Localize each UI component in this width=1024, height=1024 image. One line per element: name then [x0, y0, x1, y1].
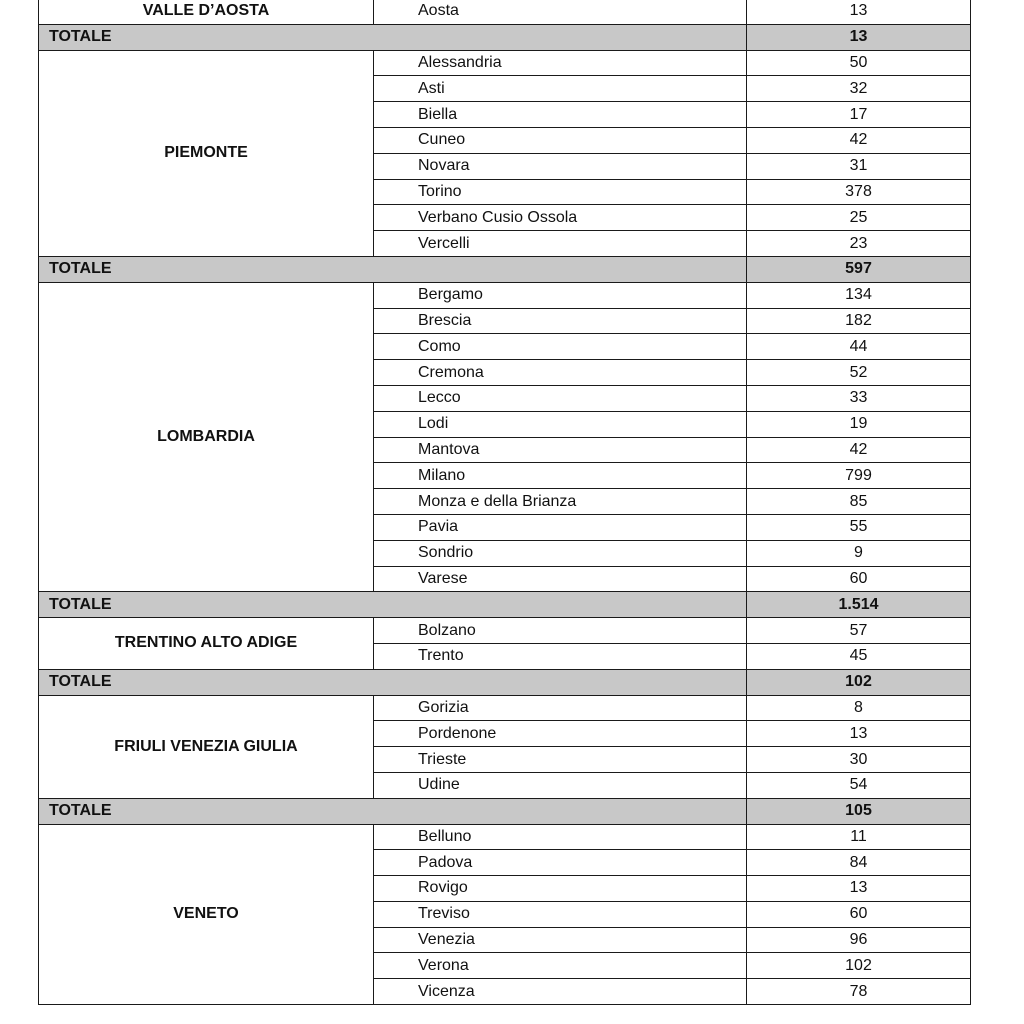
province-value: 25 [747, 205, 971, 231]
total-label: TOTALE [39, 798, 747, 824]
total-value: 102 [747, 669, 971, 695]
province-row [39, 824, 971, 850]
total-value: 13 [747, 24, 971, 50]
region-name: VENETO [39, 824, 374, 1005]
province-value: 55 [747, 514, 971, 540]
province-value: 52 [747, 360, 971, 386]
province-value: 33 [747, 385, 971, 411]
total-row [39, 798, 971, 824]
region-name: FRIULI VENEZIA GIULIA [39, 695, 374, 798]
province-name: Milano [374, 463, 747, 489]
province-name: Verona [374, 953, 747, 979]
total-row [39, 592, 971, 618]
region-name: TRENTINO ALTO ADIGE [39, 618, 374, 670]
province-value: 378 [747, 179, 971, 205]
province-value: 30 [747, 747, 971, 773]
province-name: Brescia [374, 308, 747, 334]
province-name: Cremona [374, 360, 747, 386]
total-label: TOTALE [39, 24, 747, 50]
province-value: 134 [747, 282, 971, 308]
province-value: 42 [747, 437, 971, 463]
province-name: Cuneo [374, 127, 747, 153]
province-value: 102 [747, 953, 971, 979]
province-name: Rovigo [374, 876, 747, 902]
province-name: Pavia [374, 514, 747, 540]
province-value: 57 [747, 618, 971, 644]
province-name: Sondrio [374, 540, 747, 566]
province-name: Vercelli [374, 231, 747, 257]
province-row [39, 618, 971, 644]
total-label: TOTALE [39, 592, 747, 618]
province-value: 31 [747, 153, 971, 179]
total-value: 597 [747, 256, 971, 282]
province-name: Treviso [374, 901, 747, 927]
total-row [39, 669, 971, 695]
province-name: Monza e della Brianza [374, 489, 747, 515]
province-name: Padova [374, 850, 747, 876]
province-value: 78 [747, 979, 971, 1005]
province-name: Bergamo [374, 282, 747, 308]
province-value: 45 [747, 643, 971, 669]
province-value: 60 [747, 901, 971, 927]
province-value: 17 [747, 102, 971, 128]
province-name: Belluno [374, 824, 747, 850]
province-name: Venezia [374, 927, 747, 953]
province-name: Trieste [374, 747, 747, 773]
province-value: 85 [747, 489, 971, 515]
province-value: 799 [747, 463, 971, 489]
province-name: Udine [374, 772, 747, 798]
province-value: 50 [747, 50, 971, 76]
province-row [39, 50, 971, 76]
province-value: 44 [747, 334, 971, 360]
province-name: Trento [374, 643, 747, 669]
province-value: 13 [747, 0, 971, 24]
province-value: 84 [747, 850, 971, 876]
province-value: 60 [747, 566, 971, 592]
total-value: 105 [747, 798, 971, 824]
province-value: 9 [747, 540, 971, 566]
table-body [39, 0, 971, 1005]
province-value: 182 [747, 308, 971, 334]
province-name: Bolzano [374, 618, 747, 644]
province-name: Asti [374, 76, 747, 102]
province-name: Varese [374, 566, 747, 592]
province-name: Biella [374, 102, 747, 128]
province-name: Gorizia [374, 695, 747, 721]
province-name: Aosta [374, 0, 747, 24]
province-name: Novara [374, 153, 747, 179]
province-name: Lecco [374, 385, 747, 411]
province-name: Alessandria [374, 50, 747, 76]
total-value: 1.514 [747, 592, 971, 618]
province-value: 32 [747, 76, 971, 102]
province-name: Pordenone [374, 721, 747, 747]
province-value: 13 [747, 876, 971, 902]
province-value: 8 [747, 695, 971, 721]
province-value: 54 [747, 772, 971, 798]
province-name: Torino [374, 179, 747, 205]
province-name: Verbano Cusio Ossola [374, 205, 747, 231]
province-name: Lodi [374, 411, 747, 437]
total-row [39, 256, 971, 282]
province-name: Vicenza [374, 979, 747, 1005]
region-name: VALLE D’AOSTA [39, 0, 374, 24]
province-name: Como [374, 334, 747, 360]
province-row [39, 282, 971, 308]
total-row [39, 24, 971, 50]
province-row [39, 695, 971, 721]
total-label: TOTALE [39, 669, 747, 695]
province-name: Mantova [374, 437, 747, 463]
province-value: 11 [747, 824, 971, 850]
province-value: 13 [747, 721, 971, 747]
province-table [38, 0, 971, 1005]
province-row [39, 0, 971, 24]
province-value: 19 [747, 411, 971, 437]
region-name: PIEMONTE [39, 50, 374, 256]
region-name: LOMBARDIA [39, 282, 374, 592]
total-label: TOTALE [39, 256, 747, 282]
province-value: 42 [747, 127, 971, 153]
province-value: 23 [747, 231, 971, 257]
province-value: 96 [747, 927, 971, 953]
